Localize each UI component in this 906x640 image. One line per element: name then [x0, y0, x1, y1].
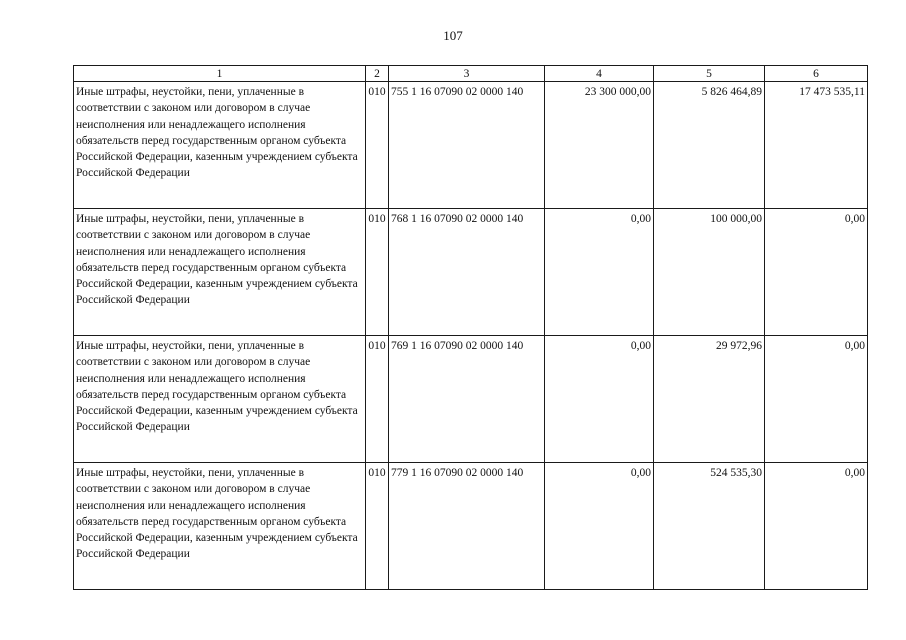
row-budget-code: 769 1 16 07090 02 0000 140: [389, 336, 545, 463]
table-row: [74, 209, 868, 336]
row-col6-value: 0,00: [765, 336, 868, 463]
header-row: [74, 66, 868, 82]
row-col5-value: 29 972,96: [654, 336, 765, 463]
header-col-5: 5: [654, 66, 765, 82]
row-name: Иные штрафы, неустойки, пени, уплаченные в соответствии с законом или договором в случае неисполнения или ненадлежащего исполнения обязательств перед государственным органом субъекта Российской Федерации, казенным учреждением субъекта Российской Федерации: [74, 209, 366, 336]
revenue-table: [73, 65, 868, 590]
row-col6-value: 17 473 535,11: [765, 82, 868, 209]
row-admin-code: 010: [366, 82, 389, 209]
row-name: Иные штрафы, неустойки, пени, уплаченные в соответствии с законом или договором в случае неисполнения или ненадлежащего исполнения обязательств перед государственным органом субъекта Российской Федерации, казенным учреждением субъекта Российской Федерации: [74, 82, 366, 209]
row-col4-value: 0,00: [545, 209, 654, 336]
row-col5-value: 100 000,00: [654, 209, 765, 336]
row-admin-code: 010: [366, 209, 389, 336]
row-col6-value: 0,00: [765, 463, 868, 590]
row-col4-value: 0,00: [545, 463, 654, 590]
row-budget-code: 755 1 16 07090 02 0000 140: [389, 82, 545, 209]
row-budget-code: 768 1 16 07090 02 0000 140: [389, 209, 545, 336]
header-col-2: 2: [366, 66, 389, 82]
row-col4-value: 0,00: [545, 336, 654, 463]
table-row: [74, 336, 868, 463]
table-row: [74, 463, 868, 590]
header-col-4: 4: [545, 66, 654, 82]
row-col4-value: 23 300 000,00: [545, 82, 654, 209]
row-admin-code: 010: [366, 463, 389, 590]
row-budget-code: 779 1 16 07090 02 0000 140: [389, 463, 545, 590]
header-col-3: 3: [389, 66, 545, 82]
header-col-1: 1: [74, 66, 366, 82]
row-name: Иные штрафы, неустойки, пени, уплаченные в соответствии с законом или договором в случае неисполнения или ненадлежащего исполнения обязательств перед государственным органом субъекта Российской Федерации, казенным учреждением субъекта Российской Федерации: [74, 336, 366, 463]
row-col5-value: 524 535,30: [654, 463, 765, 590]
row-admin-code: 010: [366, 336, 389, 463]
table-row: [74, 82, 868, 209]
row-col5-value: 5 826 464,89: [654, 82, 765, 209]
row-name: Иные штрафы, неустойки, пени, уплаченные в соответствии с законом или договором в случае неисполнения или ненадлежащего исполнения обязательств перед государственным органом субъекта Российской Федерации, казенным учреждением субъекта Российской Федерации: [74, 463, 366, 590]
row-col6-value: 0,00: [765, 209, 868, 336]
header-col-6: 6: [765, 66, 868, 82]
page-number: 107: [443, 28, 463, 43]
